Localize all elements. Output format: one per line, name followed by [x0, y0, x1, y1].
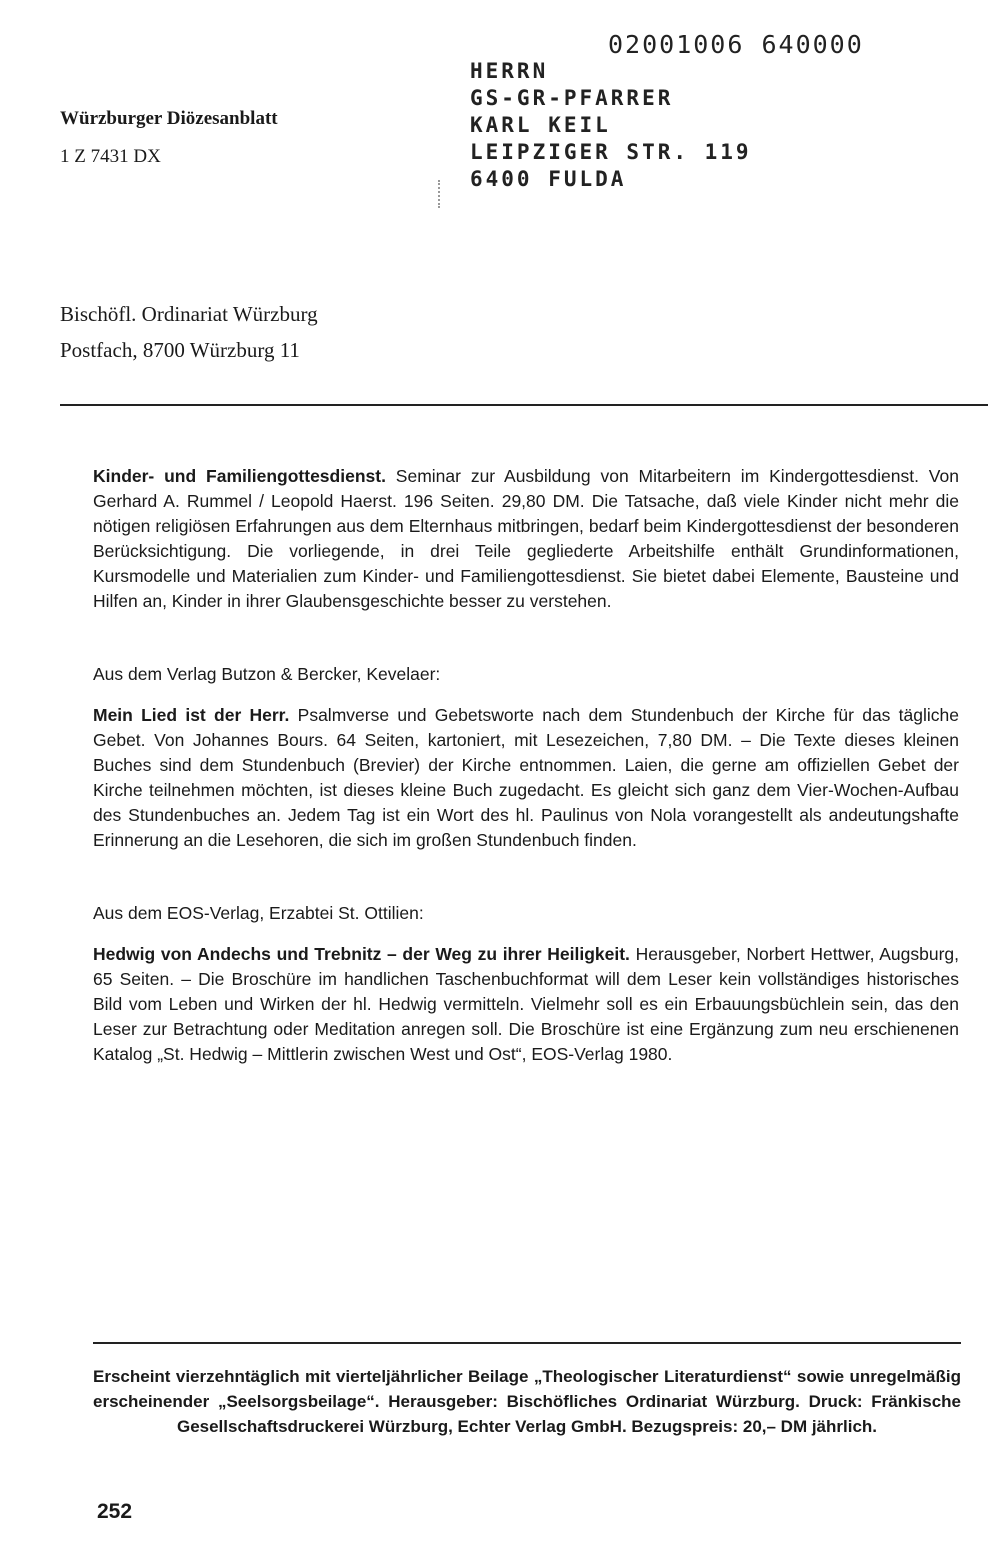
return-line-1: Bischöfl. Ordinariat Würzburg	[60, 302, 318, 326]
review-title: Mein Lied ist der Herr.	[93, 705, 290, 725]
recipient-address	[470, 58, 752, 193]
return-address	[60, 296, 318, 368]
reviews-section	[93, 464, 959, 1067]
address-line: 6400 FULDA	[470, 167, 627, 191]
review-entry	[93, 703, 959, 853]
page-number: 252	[97, 1500, 133, 1523]
publisher-heading: Aus dem Verlag Butzon & Bercker, Kevelaer:	[93, 664, 441, 684]
review-title: Kinder- und Familiengottesdienst.	[93, 466, 386, 486]
review-entry	[93, 464, 959, 614]
publisher-heading: Aus dem EOS-Verlag, Erzabtei St. Ottilien:	[93, 903, 424, 923]
address-line: LEIPZIGER STR. 119	[470, 140, 752, 164]
imprint-footer: Erscheint vierzehntäglich mit vierteljährlicher Beilage „Theologischer Literaturdienst“ sowie unregelmäßig erscheinender „Seelsorgsbeilage“. Herausgeber: Bischöfliches Ordinariat Würzburg. Druck: Fränkische Gesellschaftsdruckerei Würzburg, Echter Verlag GmbH. Bezugspreis: 20,– DM jährlich.	[93, 1367, 961, 1436]
review-entry	[93, 942, 959, 1067]
footer-divider	[93, 1342, 961, 1344]
review-body: Seminar zur Ausbildung von Mitarbeitern im Kindergottesdienst. Von Gerhard A. Rummel / Leopold Haerst. 196 Seiten. 29,80 DM. Die Tatsache, daß viele Kinder nicht mehr die nötigen religiösen Erfahrungen aus dem Elternhaus mitbringen, bedarf beim Kindergottesdienst der besonderen Berücksichtigung. Die vorliegende, in drei Teile gegliederte Arbeitshilfe enthält Grundinformationen, Kursmodelle und Materialien zum Kinder- und Familiengottesdienst. Sie bietet dabei Elemente, Bausteine und Hilfen an, Kinder in ihrer Glaubensgeschichte besser zu verstehen.	[93, 466, 959, 611]
header-divider	[60, 404, 988, 406]
review-title: Hedwig von Andechs und Trebnitz – der Weg zu ihrer Heiligkeit.	[93, 944, 630, 964]
review-body: Psalmverse und Gebetsworte nach dem Stundenbuch der Kirche für das tägliche Gebet. Von Johannes Bours. 64 Seiten, kartoniert, mit Lesezeichen, 7,80 DM. – Die Texte dieses kleinen Buches sind dem Stundenbuch (Brevier) der Kirche entnommen. Laien, die gerne am offiziellen Gebet der Kirche teilnehmen möchten, ist dieses kleine Buch zugedacht. Es gleicht sich ganz dem Vier-Wochen-Aufbau des Stundenbuches an. Jedem Tag ist ein Wort des hl. Paulinus von Nola vorangestellt als andeutungshafte Erinnerung an die Lesehoren, die sich im großen Stundenbuch finden.	[93, 705, 959, 850]
publication-title: Würzburger Diözesanblatt	[60, 108, 278, 129]
address-line: KARL KEIL	[470, 113, 611, 137]
address-line: HERRN	[470, 59, 549, 83]
mailing-code: 02001006 640000	[608, 30, 864, 59]
review-body: Herausgeber, Norbert Hettwer, Augsburg, 65 Seiten. – Die Broschüre im handlichen Taschenbuchformat will dem Leser kein vollständiges historisches Bild vom Leben und Wirken der hl. Hedwig vermitteln. Vielmehr soll es ein Erbauungsbüchlein sein, das den Leser zur Betrachtung oder Meditation anregen soll. Die Broschüre ist eine Ergänzung zum neu erschienenen Katalog „St. Hedwig – Mittlerin zwischen West und Ost“, EOS-Verlag 1980.	[93, 944, 960, 1064]
return-line-2: Postfach, 8700 Würzburg 11	[60, 338, 300, 362]
perforation-mark	[438, 180, 443, 208]
publication-id: 1 Z 7431 DX	[60, 146, 161, 167]
address-line: GS-GR-PFARRER	[470, 86, 674, 110]
sender-block	[60, 100, 278, 176]
